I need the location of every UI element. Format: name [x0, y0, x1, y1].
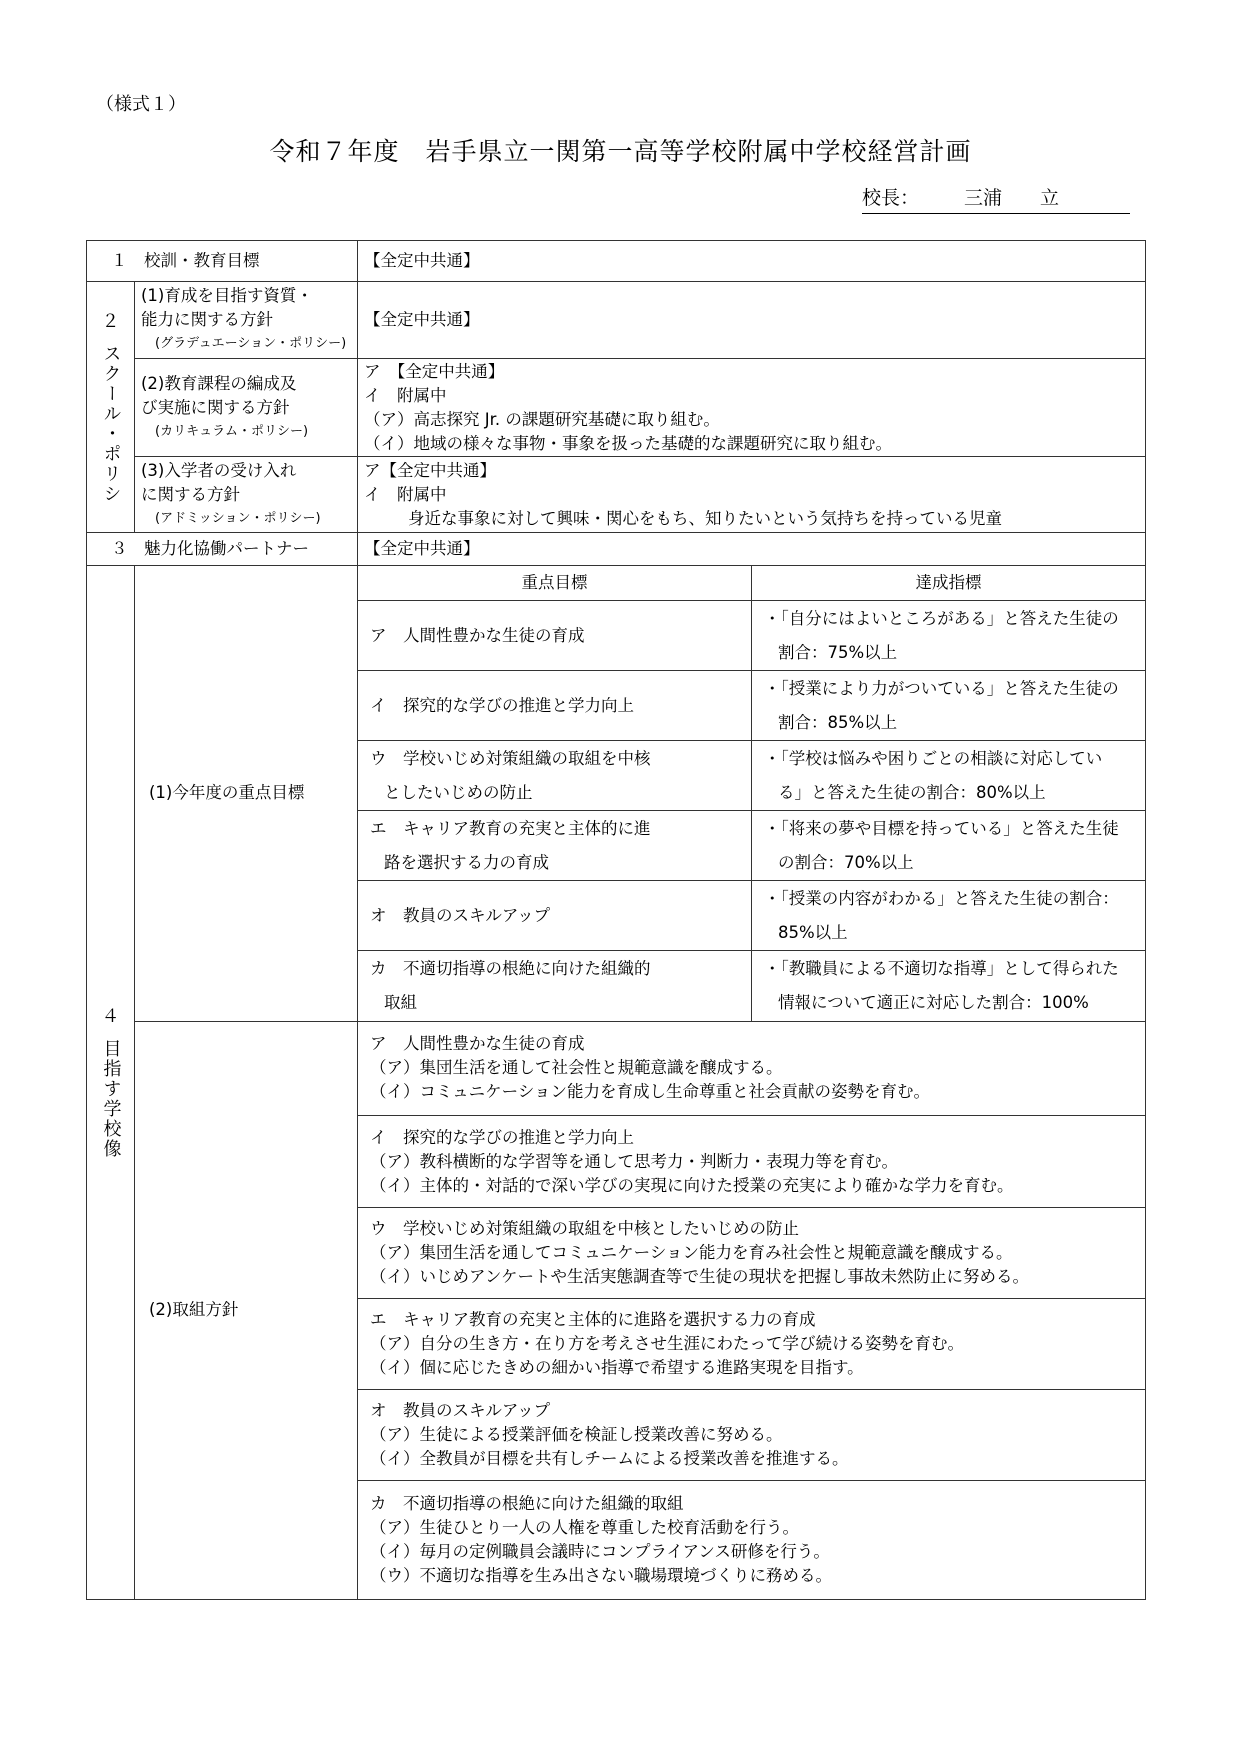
priority-row: [358, 741, 1145, 811]
section-2-vertical-label: スクール・ポリシ: [100, 344, 122, 504]
priority-row: [358, 881, 1145, 951]
priority-indicator: ・「教職員による不適切な指導」として得られた 情報について適正に対応した割合：100%: [752, 951, 1146, 1021]
priority-row: [358, 811, 1145, 881]
policy-3-content: ア【全定中共通】 イ 附属中 身近な事象に対して興味・関心をもち、知りたいという気持ちを持っている児童: [358, 457, 1146, 533]
header-indicator: 達成指標: [752, 566, 1146, 601]
priority-indicator: ・「学校は悩みや困りごとの相談に対応してい る」と答えた生徒の割合：80%以上: [752, 741, 1146, 811]
priority-goals-label: (1)今年度の重点目標: [135, 566, 358, 1022]
management-plan-table: [86, 240, 1146, 1600]
policy-1-label: (1)育成を目指す資質・ 能力に関する方針 (グラデュエーション・ポリシー): [135, 282, 358, 359]
priority-goals-cell: [358, 566, 1146, 1022]
principal-label: 校長：: [862, 187, 920, 209]
priority-goal: カ 不適切指導の根絶に向けた組織的 取組: [358, 951, 752, 1021]
section-2-row-2: [87, 359, 1146, 457]
priority-goal: エ キャリア教育の充実と主体的に進 路を選択する力の育成: [358, 811, 752, 881]
section-2-row-3: [87, 457, 1146, 533]
priority-indicator: ・「授業により力がついている」と答えた生徒の 割合：85%以上: [752, 671, 1146, 741]
document-title: 令和７年度 岩手県立一関第一高等学校附属中学校経営計画: [269, 137, 972, 166]
policy-3-label: (3)入学者の受け入れ に関する方針 (アドミッション・ポリシー): [135, 457, 358, 533]
section-4-vertical-label: 目指す学校像: [100, 1039, 122, 1160]
policy-2-label: (2)教育課程の編成及 び実施に関する方針 (カリキュラム・ポリシー): [135, 359, 358, 457]
priority-goal: ウ 学校いじめ対策組織の取組を中核 としたいじめの防止: [358, 741, 752, 811]
priority-indicator: ・「授業の内容がわかる」と答えた生徒の割合： 85%以上: [752, 881, 1146, 951]
section-3-label: ３ 魅力化協働パートナー: [87, 533, 358, 566]
principal-signature: [862, 183, 1130, 214]
priority-row: [358, 951, 1145, 1021]
section-1-content: 【全定中共通】: [358, 241, 1146, 282]
section-4-row-1: [87, 566, 1146, 1022]
header-goal: 重点目標: [358, 566, 752, 601]
section-4-number: ４: [101, 1006, 120, 1028]
section-2-number: ２: [101, 311, 120, 332]
section-4-row-2: [87, 1021, 1146, 1599]
policy-block: オ 教員のスキルアップ （ア）生徒による授業評価を検証し授業改善に努める。 （イ）全教員が目標を共有しチームによる授業改善を推進する。: [358, 1390, 1145, 1481]
form-label: （様式１）: [96, 94, 186, 115]
policy-block: エ キャリア教育の充実と主体的に進路を選択する力の育成 （ア）自分の生き方・在り方を考えさせ生涯にわたって学び続ける姿勢を育む。 （イ）個に応じたきめの細かい指導で希望する進路実現を目指す。: [358, 1299, 1145, 1390]
policy-block: カ 不適切指導の根絶に向けた組織的取組 （ア）生徒ひとり一人の人権を尊重した校育活動を行う。 （イ）毎月の定例職員会議時にコンプライアンス研修を行う。 （ウ）不適切な指導を生み出さない職場環境づくりに務める。: [358, 1481, 1145, 1599]
priority-indicator: ・「自分にはよいところがある」と答えた生徒の 割合：75%以上: [752, 601, 1146, 671]
priority-indicator: ・「将来の夢や目標を持っている」と答えた生徒 の割合：70%以上: [752, 811, 1146, 881]
policy-cell: [358, 1021, 1146, 1599]
section-4-label: [87, 566, 135, 1600]
principal-name: 三浦 立: [964, 187, 1060, 209]
policy-label: (2)取組方針: [135, 1021, 358, 1599]
policy-table: [358, 1022, 1145, 1599]
priority-row: [358, 671, 1145, 741]
priority-goal: オ 教員のスキルアップ: [358, 881, 752, 951]
priority-goals-table: [358, 566, 1145, 1021]
section-2-row-1: [87, 282, 1146, 359]
priority-goal: イ 探究的な学びの推進と学力向上: [358, 671, 752, 741]
policy-block: イ 探究的な学びの推進と学力向上 （ア）教科横断的な学習等を通して思考力・判断力・表現力等を育む。 （イ）主体的・対話的で深い学びの実現に向けた授業の充実により確かな学力を育む。: [358, 1116, 1145, 1208]
section-1-row: [87, 241, 1146, 282]
priority-row: [358, 601, 1145, 671]
priority-header-row: [358, 566, 1145, 601]
policy-block: ア 人間性豊かな生徒の育成 （ア）集団生活を通して社会性と規範意識を醸成する。 （イ）コミュニケーション能力を育成し生命尊重と社会貢献の姿勢を育む。: [358, 1022, 1145, 1116]
policy-1-content: 【全定中共通】: [358, 282, 1146, 359]
policy-block: ウ 学校いじめ対策組織の取組を中核としたいじめの防止 （ア）集団生活を通してコミュニケーション能力を育み社会性と規範意識を醸成する。 （イ）いじめアンケートや生活実態調査等で生徒の現状を把握し事故未然防止に努める。: [358, 1208, 1145, 1299]
policy-2-content: ア 【全定中共通】 イ 附属中 （ア）高志探究 Jr. の課題研究基礎に取り組む。 （イ）地域の様々な事物・事象を扱った基礎的な課題研究に取り組む。: [358, 359, 1146, 457]
priority-goal: ア 人間性豊かな生徒の育成: [358, 601, 752, 671]
section-2-label: [87, 282, 135, 533]
section-3-content: 【全定中共通】: [358, 533, 1146, 566]
section-1-label: １ 校訓・教育目標: [87, 241, 358, 282]
section-3-row: [87, 533, 1146, 566]
